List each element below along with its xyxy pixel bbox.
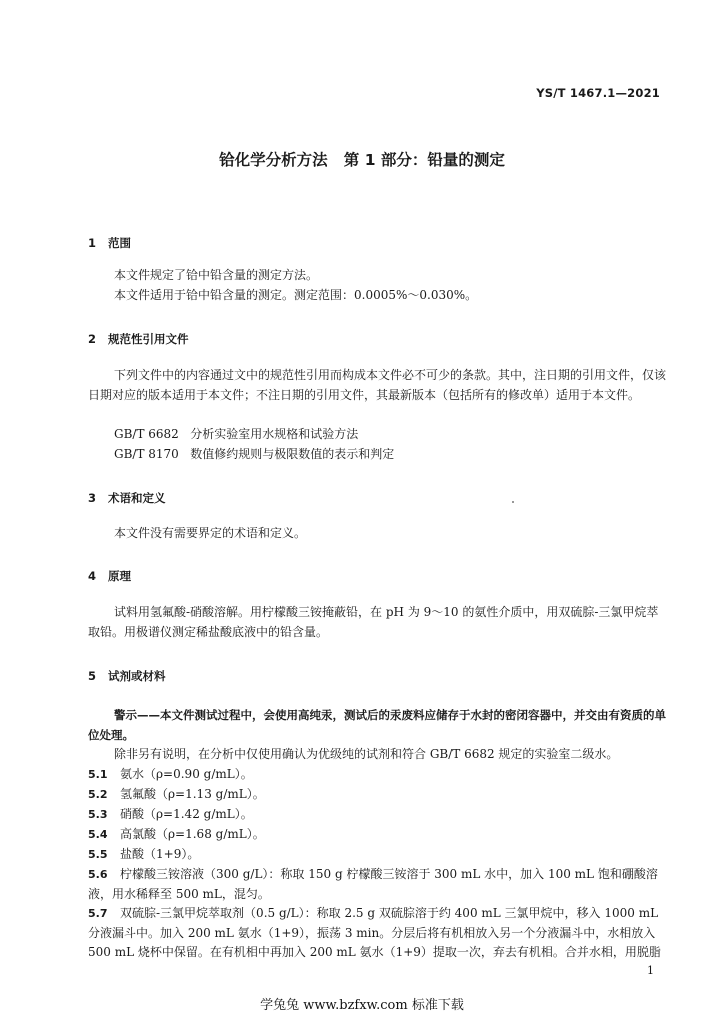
section-number: 4 [88, 569, 97, 583]
section-3-heading [88, 490, 166, 506]
item-number: 5.2 [88, 788, 108, 801]
item-text: 柠檬酸三铵溶液（300 g/L）：称取 150 g 柠檬酸三铵溶于 300 mL 水中，加入 100 mL 饱和硼酸溶液，用水稀释至 500 mL，混匀。 [88, 867, 658, 901]
item-number: 5.7 [88, 907, 108, 920]
standard-number: YS/T 1467.1—2021 [536, 86, 660, 100]
scan-speck [512, 501, 514, 503]
item-number: 5.3 [88, 808, 108, 821]
reagent-item [88, 805, 668, 825]
section-2-heading [88, 331, 189, 347]
paragraph: 本文件适用于铪中铅含量的测定。测定范围：0.0005%～0.030%。 [114, 288, 478, 302]
section-5-heading [88, 668, 166, 684]
reagent-item [88, 785, 668, 805]
reagent-item [88, 904, 668, 963]
item-text: 双硫腙-三氯甲烷萃取剂（0.5 g/L）：称取 2.5 g 双硫腙溶于约 400 mL 三氯甲烷中，移入 1000 mL 分液漏斗中。加入 200 mL 氨水（1+9），振荡 3 min。分层后将有机相放入另一个分液漏斗中，水相放入 500 mL 烧杯中保留。在有机相中再加入 200 mL 氨水（1+9）提取一次，弃去有机相。合并水相，用脱脂 [88, 906, 661, 959]
page-number: 1 [647, 964, 654, 977]
item-text: 氨水（ρ=0.90 g/mL）。 [120, 767, 253, 781]
document-title: 铪化学分析方法 第 1 部分：铅量的测定 [219, 151, 505, 169]
footer-watermark: 学兔兔 www.bzfxw.com 标准下载 [260, 998, 464, 1013]
paragraph: 本文件规定了铪中铅含量的测定方法。 [114, 268, 319, 282]
item-number: 5.6 [88, 868, 108, 881]
reagent-item [88, 825, 668, 845]
item-number: 5.4 [88, 828, 108, 841]
section-4-heading [88, 568, 131, 584]
item-text: 氢氟酸（ρ=1.13 g/mL）。 [120, 787, 265, 801]
paragraph: 除非另有说明，在分析中仅使用确认为优级纯的试剂和符合 GB/T 6682 规定的实验室二级水。 [114, 747, 619, 761]
reagent-item [88, 865, 668, 904]
warning-text: 警示——本文件测试过程中，会使用高纯汞，测试后的汞废料应储存于水封的密闭容器中，并交由有资质的单位处理。 [88, 708, 666, 742]
item-text: 高氯酸（ρ=1.68 g/mL）。 [120, 827, 265, 841]
item-number: 5.5 [88, 848, 108, 861]
section-number: 5 [88, 669, 97, 683]
section-number: 2 [88, 332, 97, 346]
section-number: 3 [88, 491, 97, 505]
normative-reference: GB/T 6682 分析实验室用水规格和试验方法 [114, 427, 359, 441]
reagent-item [88, 845, 668, 865]
paragraph: 试料用氢氟酸-硝酸溶解。用柠檬酸三铵掩蔽铅，在 pH 为 9～10 的氨性介质中，用双硫腙-三氯甲烷萃取铅。用极谱仪测定稀盐酸底液中的铅含量。 [88, 605, 659, 639]
warning-paragraph [88, 706, 668, 745]
paragraph: 本文件没有需要界定的术语和定义。 [114, 526, 307, 540]
normative-reference: GB/T 8170 数值修约规则与极限数值的表示和判定 [114, 447, 395, 461]
item-text: 硝酸（ρ=1.42 g/mL）。 [120, 807, 253, 821]
section-1-heading [88, 235, 131, 251]
item-number: 5.1 [88, 768, 108, 781]
section-title: 原理 [108, 569, 131, 583]
section-title: 规范性引用文件 [108, 332, 189, 346]
section-title: 范围 [108, 236, 131, 250]
item-text: 盐酸（1+9）。 [120, 847, 200, 861]
section-number: 1 [88, 236, 97, 250]
reagent-item [88, 765, 668, 785]
section-title: 试剂或材料 [108, 669, 166, 683]
section-title: 术语和定义 [108, 491, 166, 505]
paragraph: 下列文件中的内容通过文中的规范性引用而构成本文件必不可少的条款。其中，注日期的引用文件，仅该日期对应的版本适用于本文件；不注日期的引用文件，其最新版本（包括所有的修改单）适用于本文件。 [88, 368, 667, 402]
